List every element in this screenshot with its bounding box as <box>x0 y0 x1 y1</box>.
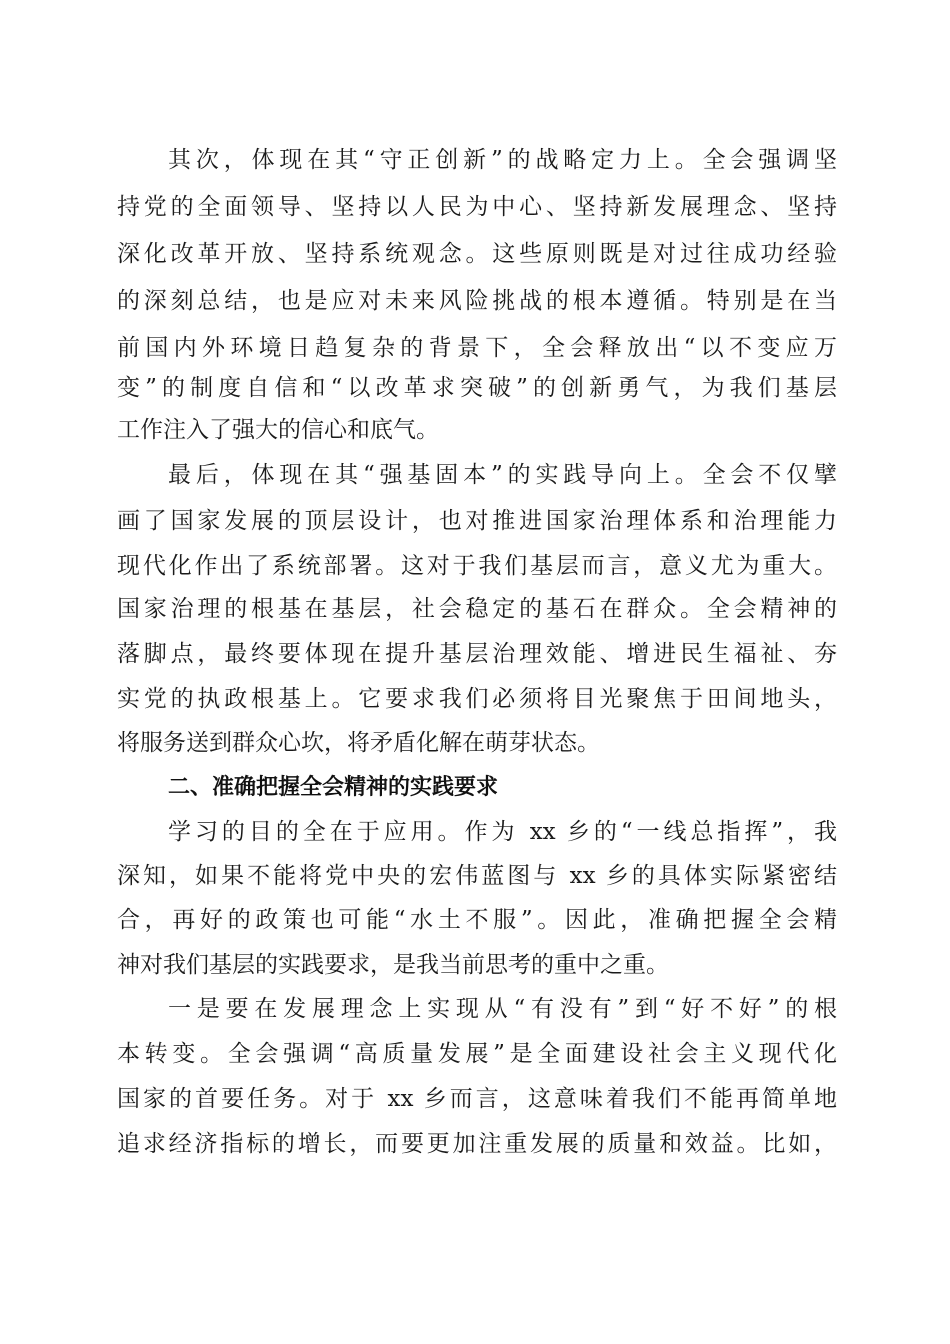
paragraph-1-line-1: 其次，体现在其“守正创新”的战略定力上。全会强调坚 <box>168 147 837 173</box>
paragraph-4-line-2: 本转变。全会强调“高质量发展”是全面建设社会主义现代化 <box>117 1041 837 1067</box>
section-heading: 二、准确把握全会精神的实践要求 <box>168 775 499 800</box>
paragraph-2-line-4: 国家治理的根基在基层，社会稳定的基石在群众。全会精神的 <box>117 596 837 622</box>
paragraph-2-line-3: 现代化作出了系统部署。这对于我们基层而言，意义尤为重大。 <box>117 553 837 579</box>
paragraph-2-line-6: 实党的执政根基上。它要求我们必须将目光聚焦于田间地头， <box>117 686 837 712</box>
paragraph-1-line-3: 深化改革开放、坚持系统观念。这些原则既是对过往成功经验 <box>117 241 837 267</box>
paragraph-2-line-7: 将服务送到群众心坎，将矛盾化解在萌芽状态。 <box>117 730 600 756</box>
paragraph-1-line-6: 变”的制度自信和“以改革求突破”的创新勇气，为我们基层 <box>117 375 837 401</box>
paragraph-3-line-3: 合，再好的政策也可能“水土不服”。因此，准确把握全会精 <box>117 907 837 933</box>
paragraph-4-line-3: 国家的首要任务。对于 xx 乡而言，这意味着我们不能再简单地 <box>117 1086 837 1112</box>
paragraph-1-line-5: 前国内外环境日趋复杂的背景下，全会释放出“以不变应万 <box>117 335 837 361</box>
paragraph-2-line-2: 画了国家发展的顶层设计，也对推进国家治理体系和治理能力 <box>117 508 837 534</box>
paragraph-1-line-4: 的深刻总结，也是应对未来风险挑战的根本遵循。特别是在当 <box>117 288 837 314</box>
paragraph-4-line-4: 追求经济指标的增长，而要更加注重发展的质量和效益。比如， <box>117 1131 837 1157</box>
paragraph-4-line-1: 一是要在发展理念上实现从“有没有”到“好不好”的根 <box>168 996 837 1022</box>
paragraph-1-line-2: 持党的全面领导、坚持以人民为中心、坚持新发展理念、坚持 <box>117 194 837 220</box>
paragraph-1-line-7: 工作注入了强大的信心和底气。 <box>117 417 439 443</box>
paragraph-2-line-5: 落脚点，最终要体现在提升基层治理效能、增进民生福祉、夯 <box>117 641 837 667</box>
paragraph-2-line-1: 最后，体现在其“强基固本”的实践导向上。全会不仅擘 <box>168 462 837 488</box>
paragraph-3-line-4: 神对我们基层的实践要求，是我当前思考的重中之重。 <box>117 952 669 978</box>
paragraph-3-line-1: 学习的目的全在于应用。作为 xx 乡的“一线总指挥”，我 <box>168 819 837 845</box>
paragraph-3-line-2: 深知，如果不能将党中央的宏伟蓝图与 xx 乡的具体实际紧密结 <box>117 863 837 889</box>
